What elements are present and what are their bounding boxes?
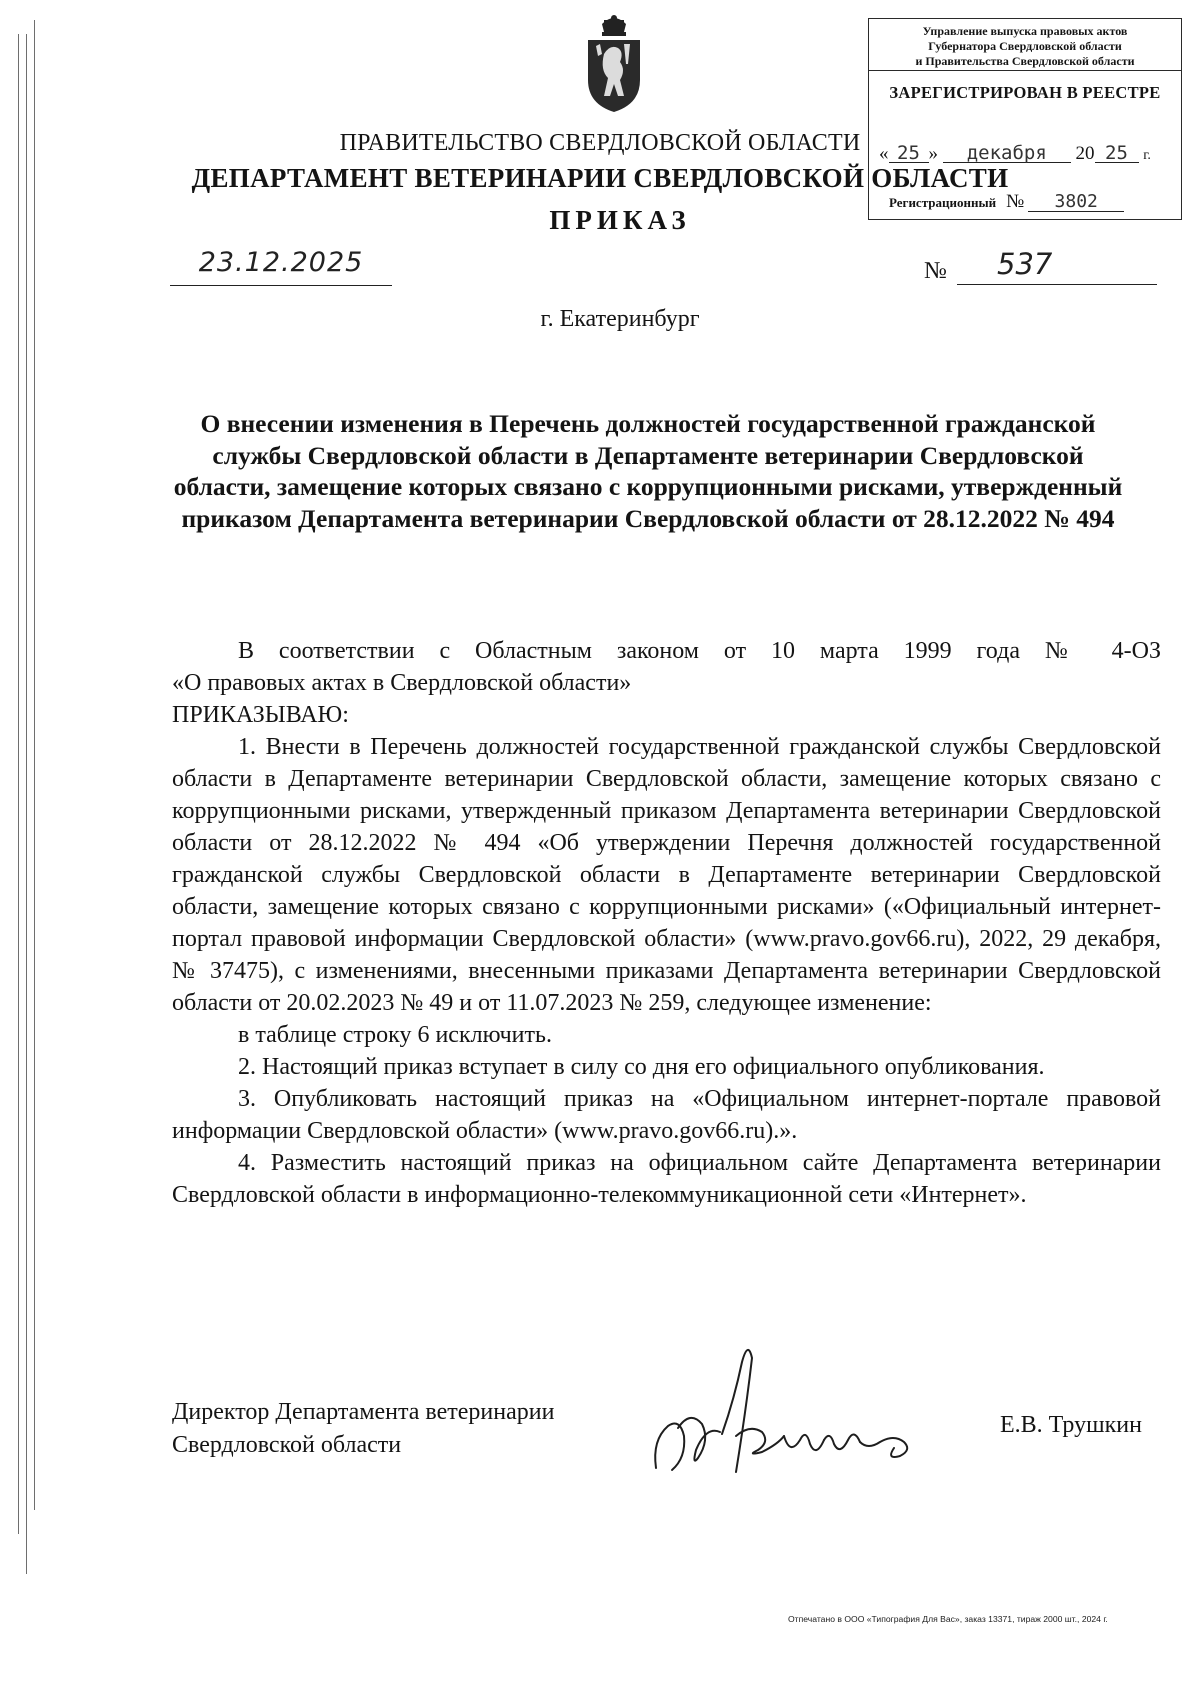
stamp-date <box>879 143 1151 165</box>
order-item-1-change: в таблице строку 6 исключить. <box>238 1022 552 1048</box>
basis-line-1: В соответствии с Областным законом от 10 марта 1999 года № 4-ОЗ <box>238 638 1161 664</box>
government-name: ПРАВИТЕЛЬСТВО СВЕРДЛОВСКОЙ ОБЛАСТИ <box>339 130 861 156</box>
order-item-1: 1. Внести в Перечень должностей государственной гражданской службы Свердловской области в Департаменте ветеринарии Свердловской области, замещение которых связано с коррупционными рисками, утвержденный приказом Департамента ветеринарии Свердловской области от 28.12.2022 № 494 «Об утверждении Перечня должностей государственной гражданской службы Свердловской области в Департаменте ветеринарии Свердловской области, замещение которых связано с коррупционными рисками» («Официальный интернет-портал правовой информации Свердловской области» (www.pravo.gov66.ru), 2022, 29 декабря, № 37475), с изменениями, внесенными приказами Департамента ветеринарии Свердловской области от 20.02.2023 № 49 и от 11.07.2023 № 259, следующее изменение: <box>172 734 1161 1016</box>
stamp-header-line: и Правительства Свердловской области <box>915 54 1135 68</box>
document-body <box>172 635 1161 1211</box>
handwritten-date: 23.12.2025 <box>170 247 392 286</box>
order-item-2: 2. Настоящий приказ вступает в силу со дня его официального опубликования. <box>238 1054 1045 1080</box>
basis-line-2: «О правовых актах в Свердловской области» <box>172 670 632 696</box>
department-name: ДЕПАРТАМЕНТ ВЕТЕРИНАРИИ СВЕРДЛОВСКОЙ ОБЛАСТИ <box>191 163 1009 193</box>
stamp-open-quote: « <box>879 143 889 164</box>
stamp-number-sign: № <box>1006 191 1025 212</box>
scan-edge-line <box>34 20 35 1510</box>
signatory-position-line: Свердловской области <box>172 1432 402 1458</box>
stamp-month: декабря <box>943 144 1071 163</box>
print-info: Отпечатано в ООО «Типография Для Вас», заказ 13371, тираж 2000 шт., 2024 г. <box>788 1614 1108 1624</box>
stamp-year-suffix: 25 <box>1095 144 1139 163</box>
scan-edge-line <box>26 34 27 1574</box>
stamp-reg-number-row <box>889 191 1124 213</box>
order-item-4: 4. Разместить настоящий приказ на официальном сайте Департамента ветеринарии Свердловской области в информационно-телекоммуникационной сети «Интернет». <box>172 1150 1161 1208</box>
handwritten-signature <box>650 1340 920 1490</box>
stamp-reg-label: Регистрационный <box>889 195 997 210</box>
handwritten-number: 537 <box>957 247 1157 285</box>
signatory-name: Е.В. Трушкин <box>1000 1412 1142 1438</box>
document-type: ПРИКАЗ <box>549 205 691 235</box>
city: г. Екатеринбург <box>540 306 700 332</box>
stamp-header-line: Управление выпуска правовых актов <box>922 24 1128 38</box>
document-title: О внесении изменения в Перечень должностей государственной гражданской службы Свердловской области в Департаменте ветеринарии Свердловской области, замещение которых связано с коррупционными рисками, утвержденный приказом Департамента ветеринарии Свердловской области от 28.12.2022 № 494 <box>173 409 1123 533</box>
stamp-header-line: Губернатора Свердловской области <box>928 39 1122 53</box>
stamp-reg-number: 3802 <box>1028 193 1124 212</box>
coat-of-arms-emblem <box>582 14 646 114</box>
stamp-registered-label: ЗАРЕГИСТРИРОВАН В РЕЕСТРЕ <box>889 83 1161 102</box>
stamp-year-prefix: 20 <box>1075 143 1095 164</box>
order-word: ПРИКАЗЫВАЮ: <box>172 702 349 728</box>
order-item-3: 3. Опубликовать настоящий приказ на «Официальном интернет-портале правовой информации Свердловской области» (www.pravo.gov66.ru).». <box>172 1086 1161 1144</box>
stamp-year-unit: г. <box>1143 148 1151 163</box>
scan-edge-line <box>18 34 19 1534</box>
stamp-day: 25 <box>889 144 929 163</box>
stamp-header <box>869 19 1181 71</box>
number-sign: № <box>924 258 947 284</box>
signatory-position-line: Директор Департамента ветеринарии <box>172 1399 555 1425</box>
signatory-position <box>172 1396 554 1462</box>
stamp-close-quote: » <box>928 143 938 164</box>
